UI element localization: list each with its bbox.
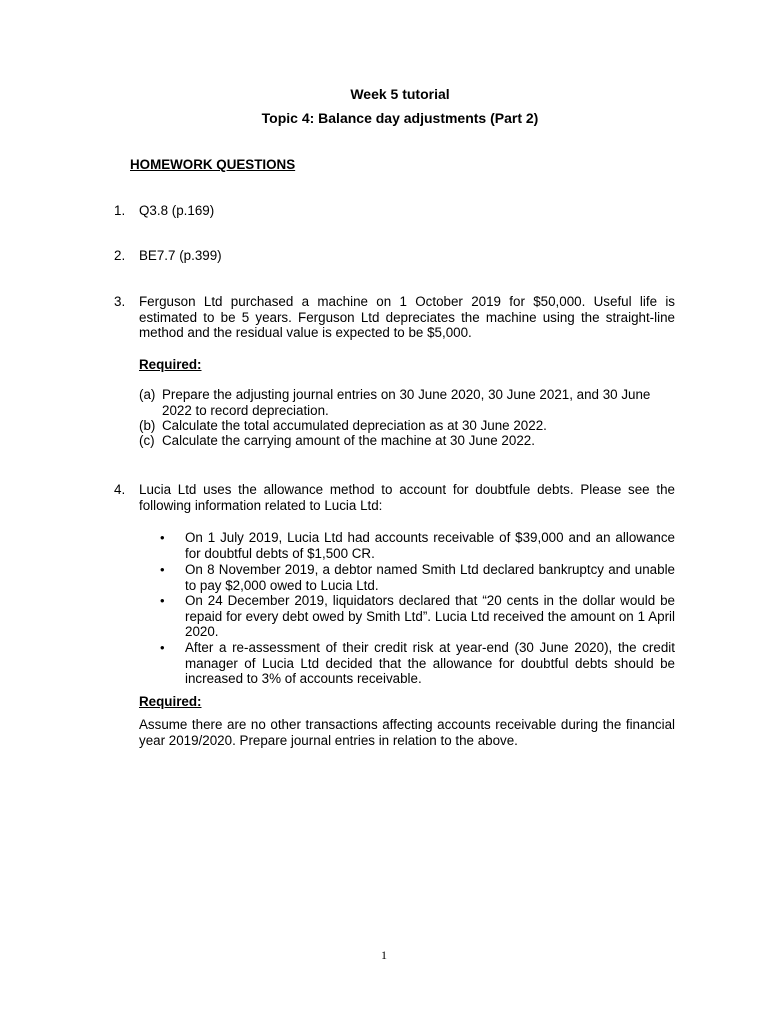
- bullet-icon: •: [160, 593, 165, 608]
- page-title: Week 5 tutorial: [350, 86, 450, 102]
- question-3-required-label: Required:: [139, 357, 202, 372]
- question-4-bullet-2: On 8 November 2019, a debtor named Smith Ltd declared bankruptcy and unable to pay $2,000 owed to Lucia Ltd.: [185, 562, 675, 593]
- page-subtitle: Topic 4: Balance day adjustments (Part 2): [261, 110, 539, 126]
- question-3-subpart-b-text: Calculate the total accumulated depreciation as at 30 June 2022.: [162, 418, 547, 433]
- question-3-subpart-c-label: (c): [139, 433, 155, 448]
- page-number: 1: [381, 948, 387, 962]
- question-3-text: Ferguson Ltd purchased a machine on 1 October 2019 for $50,000. Useful life is estimated to be 5 years. Ferguson Ltd depreciates the machine using the straight-line method and the residual value is expected to be $5,000.: [139, 294, 675, 341]
- question-4-text: Lucia Ltd uses the allowance method to account for doubtfule debts. Please see the following information related to Lucia Ltd:: [139, 482, 675, 513]
- question-3-subpart-c-text: Calculate the carrying amount of the machine at 30 June 2022.: [162, 433, 535, 448]
- question-4-bullet-1: On 1 July 2019, Lucia Ltd had accounts receivable of $39,000 and an allowance for doubtful debts of $1,500 CR.: [185, 530, 675, 561]
- question-1-text: Q3.8 (p.169): [139, 203, 215, 218]
- question-2-number: 2.: [114, 248, 126, 263]
- bullet-icon: •: [160, 562, 165, 577]
- question-2-text: BE7.7 (p.399): [139, 248, 222, 263]
- question-4-required-text: Assume there are no other transactions affecting accounts receivable during the financial year 2019/2020. Prepare journal entries in relation to the above.: [139, 717, 675, 748]
- question-1-number: 1.: [114, 203, 126, 218]
- question-4-required-label: Required:: [139, 694, 202, 709]
- question-3-subpart-b-label: (b): [139, 418, 156, 433]
- question-3-subpart-a-text: Prepare the adjusting journal entries on 30 June 2020, 30 June 2021, and 30 June 2022 to record depreciation.: [162, 387, 651, 418]
- question-4-bullet-3: On 24 December 2019, liquidators declared that “20 cents in the dollar would be repaid for every debt owed by Smith Ltd”. Lucia Ltd received the amount on 1 April 2020.: [185, 593, 675, 640]
- question-4-number: 4.: [114, 482, 126, 497]
- bullet-icon: •: [160, 640, 165, 655]
- homework-heading: HOMEWORK QUESTIONS: [130, 157, 296, 172]
- question-4-bullet-4: After a re-assessment of their credit risk at year-end (30 June 2020), the credit manager of Lucia Ltd decided that the allowance for doubtful debts should be increased to 3% of accounts receivable.: [185, 640, 675, 687]
- question-3-number: 3.: [114, 294, 126, 309]
- question-3-subpart-a-label: (a): [139, 387, 156, 402]
- bullet-icon: •: [160, 530, 165, 545]
